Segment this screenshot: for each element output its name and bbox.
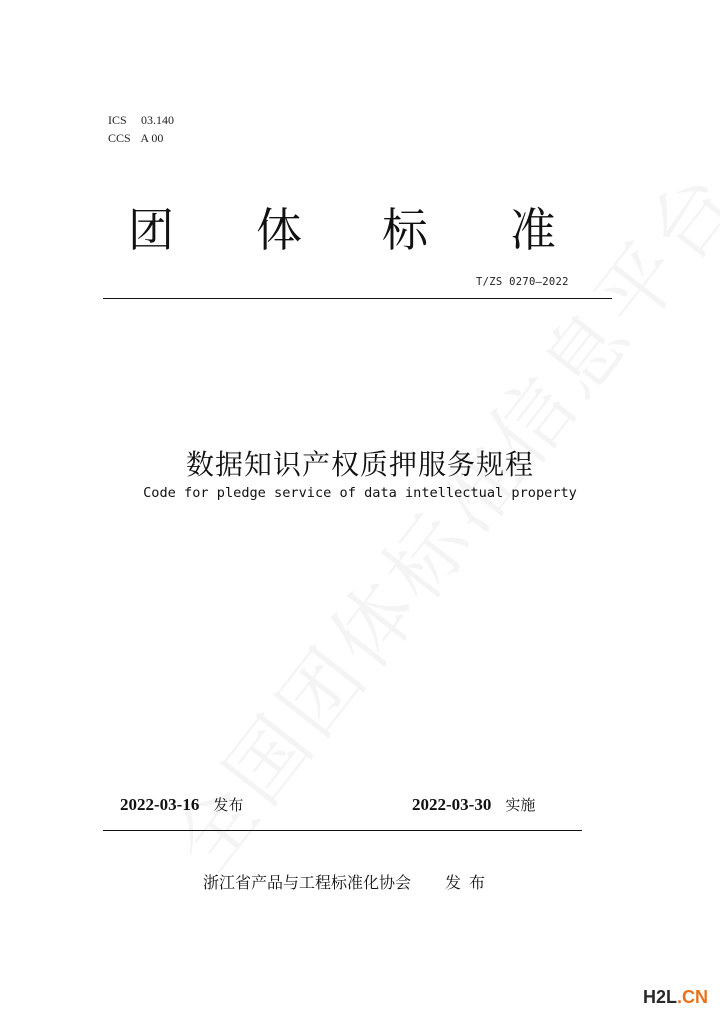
doc-type-char: 团 [128, 203, 174, 257]
publish-date-block [120, 794, 243, 815]
watermark [80, 220, 720, 860]
publisher-name: 浙江省产品与工程标准化协会 [203, 873, 412, 892]
site-logo [643, 987, 708, 1008]
top-divider [103, 298, 612, 299]
implement-label: 实施 [505, 796, 536, 814]
doc-type-char: 体 [256, 203, 302, 257]
ics-line [108, 111, 174, 129]
title-english: Code for pledge service of data intellectual property [143, 485, 577, 501]
ccs-line [108, 129, 174, 147]
ccs-label: CCS [108, 131, 131, 145]
publisher-line [203, 870, 493, 893]
ccs-value: A 00 [140, 131, 164, 145]
doc-type-char: 标 [382, 203, 428, 257]
title-chinese: 数据知识产权质押服务规程 [185, 448, 534, 481]
classification-codes [108, 111, 174, 147]
logo-suffix: .CN [677, 987, 708, 1007]
publish-date: 2022-03-16 [120, 795, 200, 814]
doc-type-char: 准 [510, 203, 556, 257]
logo-main: H2L [642, 987, 677, 1007]
implement-date: 2022-03-30 [412, 795, 492, 814]
publish-label: 发布 [213, 796, 244, 814]
bottom-divider [103, 830, 582, 831]
implement-date-block [412, 794, 535, 815]
document-type-heading [128, 198, 568, 262]
publisher-action: 发布 [445, 873, 494, 892]
ics-value: 03.140 [141, 113, 174, 127]
ics-label: ICS [108, 113, 127, 127]
standard-number: T/ZS 0270—2022 [476, 276, 569, 288]
